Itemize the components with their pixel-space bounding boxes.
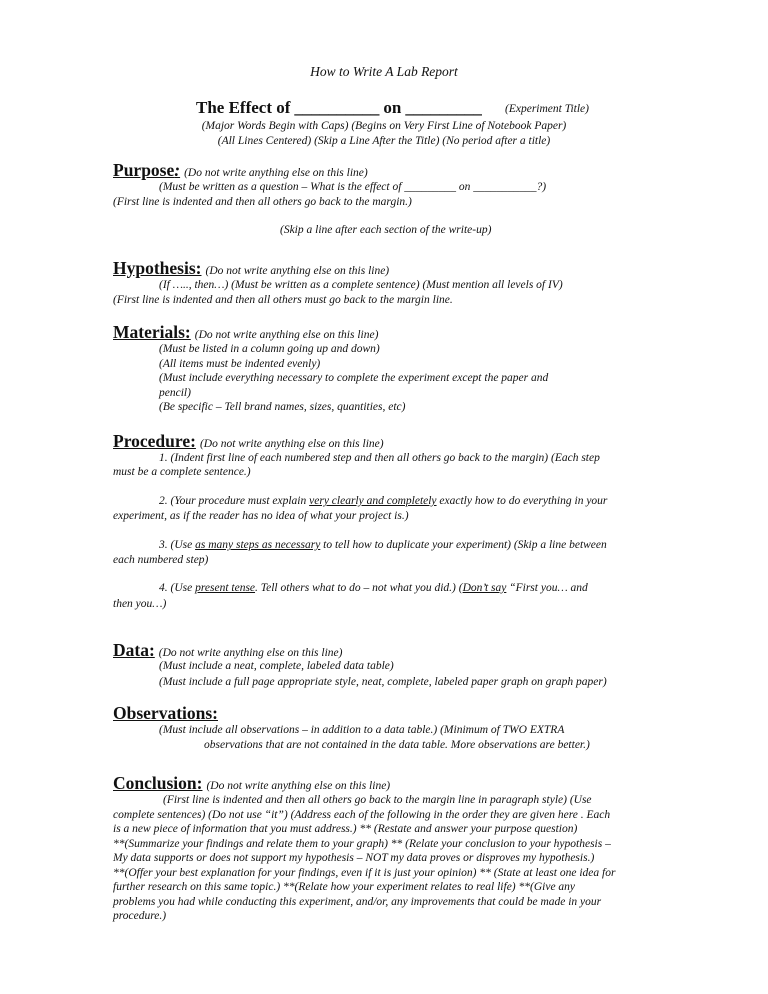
materials-line: pencil) bbox=[159, 387, 191, 399]
materials-heading: Materials: bbox=[113, 322, 191, 342]
conclusion-line: complete sentences) (Do not use “it”) (Address each of the following in the order they are given here . Each bbox=[113, 809, 611, 821]
data-line: (Must include a neat, complete, labeled data table) bbox=[159, 660, 394, 672]
conclusion-line: My data supports or does not support my hypothesis – NOT my data proves or disproves my hypothesis.) bbox=[113, 852, 595, 864]
step-4-text-pre: 4. (Use bbox=[159, 582, 196, 594]
experiment-title-on: on bbox=[383, 98, 402, 117]
conclusion-line: further research on this same topic.) **(Relate how your experiment relates to real life) **(Give any bbox=[113, 881, 576, 893]
conclusion-heading: Conclusion: bbox=[113, 773, 203, 793]
materials-line: (Be specific – Tell brand names, sizes, quantities, etc) bbox=[159, 401, 406, 413]
conclusion-line: is a new piece of information that you must address.) ** (Restate and answer your purpose question) bbox=[113, 823, 578, 835]
procedure-heading: Procedure: bbox=[113, 431, 196, 451]
procedure-heading-line bbox=[113, 431, 384, 452]
purpose-colon: : bbox=[174, 160, 181, 180]
purpose-note: (Do not write anything else on this line) bbox=[184, 167, 368, 179]
step-2-text-pre: 2. (Your procedure must explain bbox=[159, 495, 310, 507]
step-3-text-pre: 3. (Use bbox=[159, 539, 196, 551]
step-4-text-post: “First you… and bbox=[506, 582, 588, 594]
procedure-step-2-line-2: experiment, as if the reader has no idea of what your project is.) bbox=[113, 510, 409, 522]
conclusion-heading-line bbox=[113, 773, 390, 794]
conclusion-line: **(Offer your best explanation for your findings, even if it is just your opinion) ** (State at least one idea for bbox=[113, 867, 616, 879]
experiment-title-label: (Experiment Title) bbox=[505, 103, 589, 115]
hypothesis-line-2: (First line is indented and then all others must go back to the margin line. bbox=[113, 294, 453, 306]
materials-line: (Must be listed in a column going up and down) bbox=[159, 343, 380, 355]
procedure-step-4-line-2: then you…) bbox=[113, 598, 167, 610]
materials-line: (All items must be indented evenly) bbox=[159, 358, 321, 370]
observations-line-1: (Must include all observations – in addition to a data table.) (Minimum of TWO EXTRA bbox=[159, 724, 565, 736]
purpose-line-1: (Must be written as a question – What is the effect of _________ on ___________?) bbox=[159, 181, 547, 193]
hypothesis-line-1: (If ….., then…) (Must be written as a complete sentence) (Must mention all levels of IV) bbox=[159, 279, 563, 291]
hypothesis-heading: Hypothesis: bbox=[113, 258, 202, 278]
procedure-step-3-line-2: each numbered step) bbox=[113, 554, 209, 566]
conclusion-line: procedure.) bbox=[113, 910, 167, 922]
purpose-line-2: (First line is indented and then all others go back to the margin.) bbox=[113, 196, 412, 208]
procedure-step-3-line-1 bbox=[159, 538, 607, 553]
conclusion-line: problems you had while conducting this experiment, and/or, any improvements that could be made in your bbox=[113, 896, 602, 908]
conclusion-line: **(Summarize your findings and relate them to your graph) ** (Relate your conclusion to your hypothesis – bbox=[113, 838, 611, 850]
conclusion-line: (First line is indented and then all others go back to the margin line in paragraph style) (Use bbox=[163, 794, 592, 806]
observations-line-2: observations that are not contained in the data table. More observations are better.) bbox=[204, 739, 590, 751]
materials-note: (Do not write anything else on this line) bbox=[194, 329, 379, 341]
data-line: (Must include a full page appropriate style, neat, complete, labeled paper graph on graph paper) bbox=[159, 676, 607, 688]
procedure-step-2-line-1 bbox=[159, 494, 607, 509]
data-heading-line bbox=[113, 640, 342, 661]
procedure-step-4-line-1 bbox=[159, 581, 588, 596]
step-2-text-post: exactly how to do everything in your bbox=[436, 495, 608, 507]
skip-line-note: (Skip a line after each section of the write-up) bbox=[280, 224, 492, 236]
experiment-title-blank-1: __________ bbox=[294, 98, 380, 117]
conclusion-note: (Do not write anything else on this line) bbox=[206, 780, 391, 792]
experiment-title-prefix: The Effect of bbox=[196, 98, 291, 117]
step-3-emphasis: as many steps as necessary bbox=[195, 539, 321, 551]
observations-heading-line bbox=[113, 703, 218, 724]
title-rule-1: (Major Words Begin with Caps) (Begins on Very First Line of Notebook Paper) bbox=[201, 120, 567, 132]
data-heading: Data: bbox=[113, 640, 155, 660]
step-4-text-mid: . Tell others what to do – not what you did.) ( bbox=[255, 582, 463, 594]
experiment-title-blank-2: _________ bbox=[405, 98, 482, 117]
step-4-emphasis-1: present tense bbox=[195, 582, 256, 594]
step-2-emphasis: very clearly and completely bbox=[309, 495, 437, 507]
document-title: How to Write A Lab Report bbox=[310, 64, 458, 79]
materials-line: (Must include everything necessary to complete the experiment except the paper and bbox=[159, 372, 549, 384]
purpose-heading: Purpose bbox=[113, 160, 175, 180]
hypothesis-heading-line bbox=[113, 258, 389, 279]
observations-heading: Observations: bbox=[113, 703, 218, 723]
step-4-emphasis-2: Don’t say bbox=[462, 582, 507, 594]
title-rule-2: (All Lines Centered) (Skip a Line After the Title) (No period after a title) bbox=[217, 135, 551, 147]
procedure-step-1-line-1: 1. (Indent first line of each numbered step and then all others go back to the margin) (Each step bbox=[159, 452, 600, 464]
materials-heading-line bbox=[113, 322, 378, 343]
purpose-heading-line bbox=[113, 160, 368, 181]
experiment-title-line bbox=[196, 98, 482, 118]
procedure-step-1-line-2: must be a complete sentence.) bbox=[113, 466, 251, 478]
data-note: (Do not write anything else on this line) bbox=[158, 647, 343, 659]
procedure-note: (Do not write anything else on this line) bbox=[199, 438, 384, 450]
hypothesis-note: (Do not write anything else on this line) bbox=[205, 265, 390, 277]
step-3-text-post: to tell how to duplicate your experiment) (Skip a line between bbox=[320, 539, 607, 551]
